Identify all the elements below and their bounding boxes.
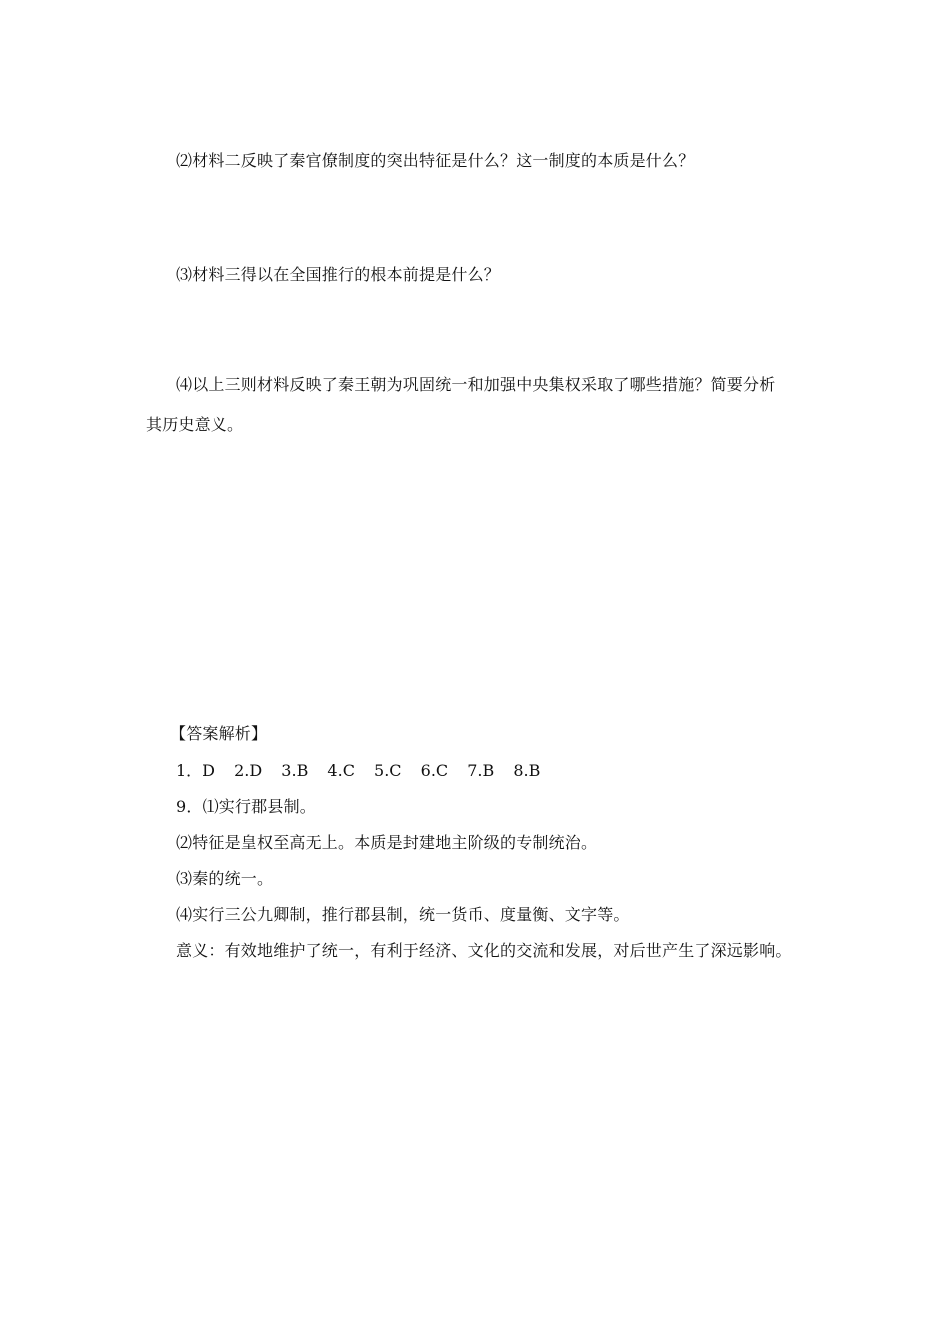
answer-9-part-1: 9．⑴实行郡县制。 — [176, 797, 316, 816]
mc-answer: 7.B — [467, 761, 495, 780]
mc-answer: 2.D — [234, 761, 263, 780]
multiple-choice-answers — [176, 761, 554, 781]
question-4-line-1: ⑷以上三则材料反映了秦王朝为巩固统一和加强中央集权采取了哪些措施？简要分析 — [176, 375, 776, 394]
question-2: ⑵材料二反映了秦官僚制度的突出特征是什么？这一制度的本质是什么？ — [176, 151, 695, 170]
mc-answer: 4.C — [327, 761, 355, 780]
mc-answer: 8.B — [513, 761, 541, 780]
mc-answer: 1．D — [176, 761, 216, 780]
answer-9-significance: 意义：有效地维护了统一，有利于经济、文化的交流和发展，对后世产生了深远影响。 — [176, 941, 792, 960]
answer-9-part-4: ⑷实行三公九卿制，推行郡县制，统一货币、度量衡、文字等。 — [176, 905, 630, 924]
mc-answer: 3.B — [281, 761, 309, 780]
mc-answer: 6.C — [420, 761, 449, 780]
question-3: ⑶材料三得以在全国推行的根本前提是什么？ — [176, 265, 501, 284]
answer-9-part-2: ⑵特征是皇权至高无上。本质是封建地主阶级的专制统治。 — [176, 833, 598, 852]
answer-9-part-3: ⑶秦的统一。 — [176, 869, 274, 888]
question-4-line-2: 其历史意义。 — [146, 415, 244, 434]
mc-answer: 5.C — [374, 761, 402, 780]
answer-heading: 【答案解析】 — [170, 724, 268, 743]
